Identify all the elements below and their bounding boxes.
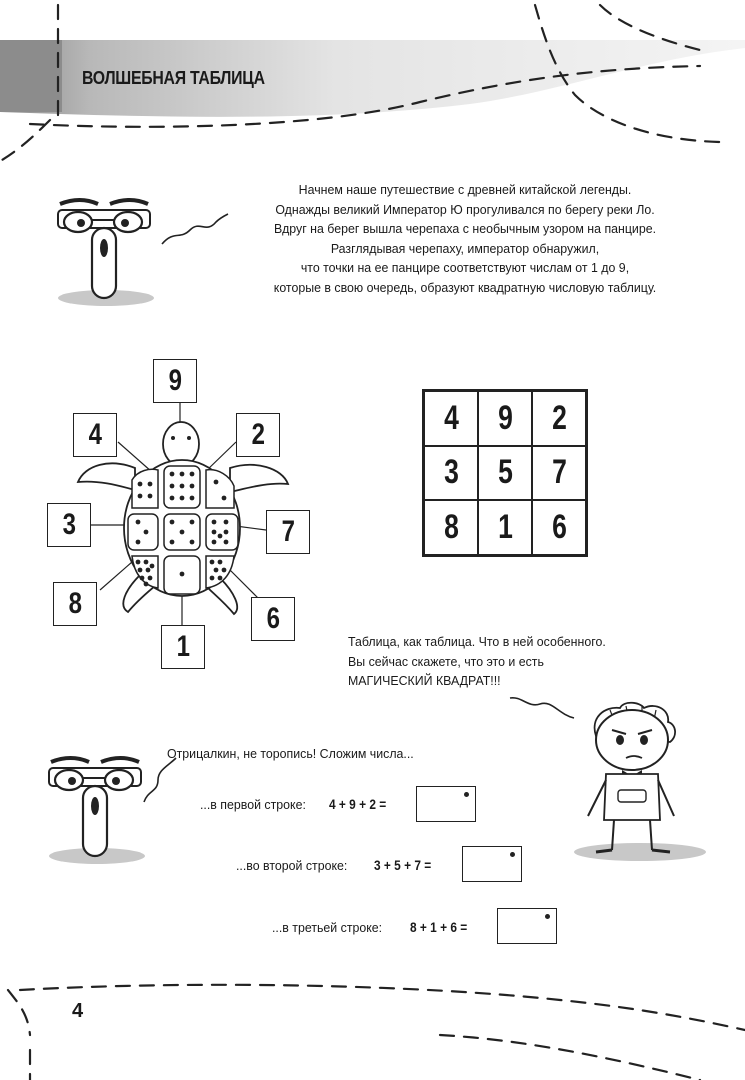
letter-t-character-bottom: [40, 754, 150, 866]
page-number: 4: [72, 1000, 84, 1022]
sum-expression-row-3: 8 + 1 + 6 =: [410, 919, 468, 935]
boy-speech-text: [348, 632, 606, 691]
turtle-label-bottom: 1: [161, 625, 205, 669]
intro-line: которые в свою очередь, образуют квадратную числовую таблицу.: [273, 279, 657, 295]
speech-squiggle-icon: [160, 212, 230, 248]
intro-line: Однажды великий Император Ю прогуливался по берегу реки Ло.: [275, 201, 655, 217]
sum-expression-row-1: 4 + 9 + 2 =: [329, 796, 387, 812]
page-title: ВОЛШЕБНАЯ ТАБЛИЦА: [82, 68, 265, 88]
turtle-label-left: 3: [47, 503, 91, 547]
magic-square-cell: 7: [532, 446, 586, 501]
magic-square-cell: 1: [478, 500, 532, 555]
intro-text: [246, 180, 683, 298]
turtle-label-top-left: 4: [73, 413, 117, 457]
turtle-label-top: 9: [153, 359, 197, 403]
letter-speech-text: Отрицалкин, не торопись! Сложим числа...: [167, 746, 414, 761]
boy-speech-line: Таблица, как таблица. Что в ней особенного.: [348, 634, 606, 649]
magic-square-cell: 8: [424, 500, 478, 555]
letter-speech-squiggle-icon: [140, 756, 180, 806]
magic-square-cell: 9: [478, 391, 532, 446]
magic-square-cell: 4: [424, 391, 478, 446]
turtle-label-bottom-right: 6: [251, 597, 295, 641]
intro-line: Начнем наше путешествие с древней китайской легенды.: [298, 182, 632, 197]
intro-line: что точки на ее панцире соответствуют числам от 1 до 9,: [300, 260, 630, 276]
intro-line: Вдруг на берег вышла черепаха с необычным узором на панцире.: [273, 221, 657, 237]
turtle-label-top-right: 2: [236, 413, 280, 457]
sum-label-row-2: ...во второй строке:: [236, 858, 348, 873]
answer-box-row-1[interactable]: [416, 786, 476, 822]
magic-square-cell: 6: [532, 500, 586, 555]
sum-expression-row-2: 3 + 5 + 7 =: [374, 857, 432, 873]
boy-speech-line: Вы сейчас скажете, что это и есть: [348, 653, 544, 669]
magic-square-table: [422, 389, 588, 557]
answer-box-row-3[interactable]: [497, 908, 557, 944]
boy-speech-line: МАГИЧЕСКИЙ КВАДРАТ!!!: [348, 673, 501, 688]
sum-label-row-3: ...в третьей строке:: [272, 920, 383, 935]
header-band-dark: [0, 40, 62, 112]
magic-square-cell: 2: [532, 391, 586, 446]
magic-square-cell: 5: [478, 446, 532, 501]
answer-box-row-2[interactable]: [462, 846, 522, 882]
letter-t-character: [50, 196, 158, 308]
turtle-label-right: 7: [266, 510, 310, 554]
boy-character: [570, 700, 720, 862]
boy-speech-squiggle-icon: [508, 694, 578, 724]
turtle-label-bottom-left: 8: [53, 582, 97, 626]
sum-label-row-1: ...в первой строке:: [200, 797, 306, 812]
magic-square-cell: 3: [424, 446, 478, 501]
intro-line: Разглядывая черепаху, император обнаружил,: [330, 240, 600, 256]
